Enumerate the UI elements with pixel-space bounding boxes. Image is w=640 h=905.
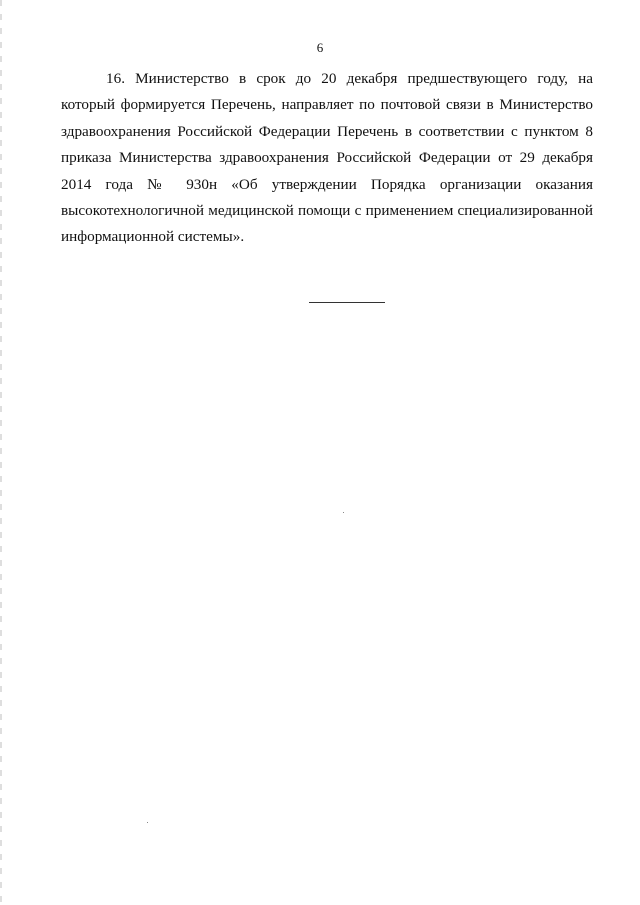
scan-edge (0, 0, 2, 905)
scan-speck (343, 512, 344, 513)
scan-speck (147, 822, 148, 823)
page-number: 6 (316, 40, 324, 55)
body-paragraph: 16. Министерство в срок до 20 декабря предшествующего году, на который формируется Перечень, направляет по почтовой связи в Министерство здравоохранения Российской Федерации Перечень в соответствии с пунктом 8 приказа Министерства здравоохранения Российской Федерации от 29 декабря 2014 года № 930н «Об утверждении Порядка организации оказания высокотехнологичной медицинской помощи с применением специализированной информационной системы». (61, 70, 593, 246)
end-divider (309, 302, 385, 303)
